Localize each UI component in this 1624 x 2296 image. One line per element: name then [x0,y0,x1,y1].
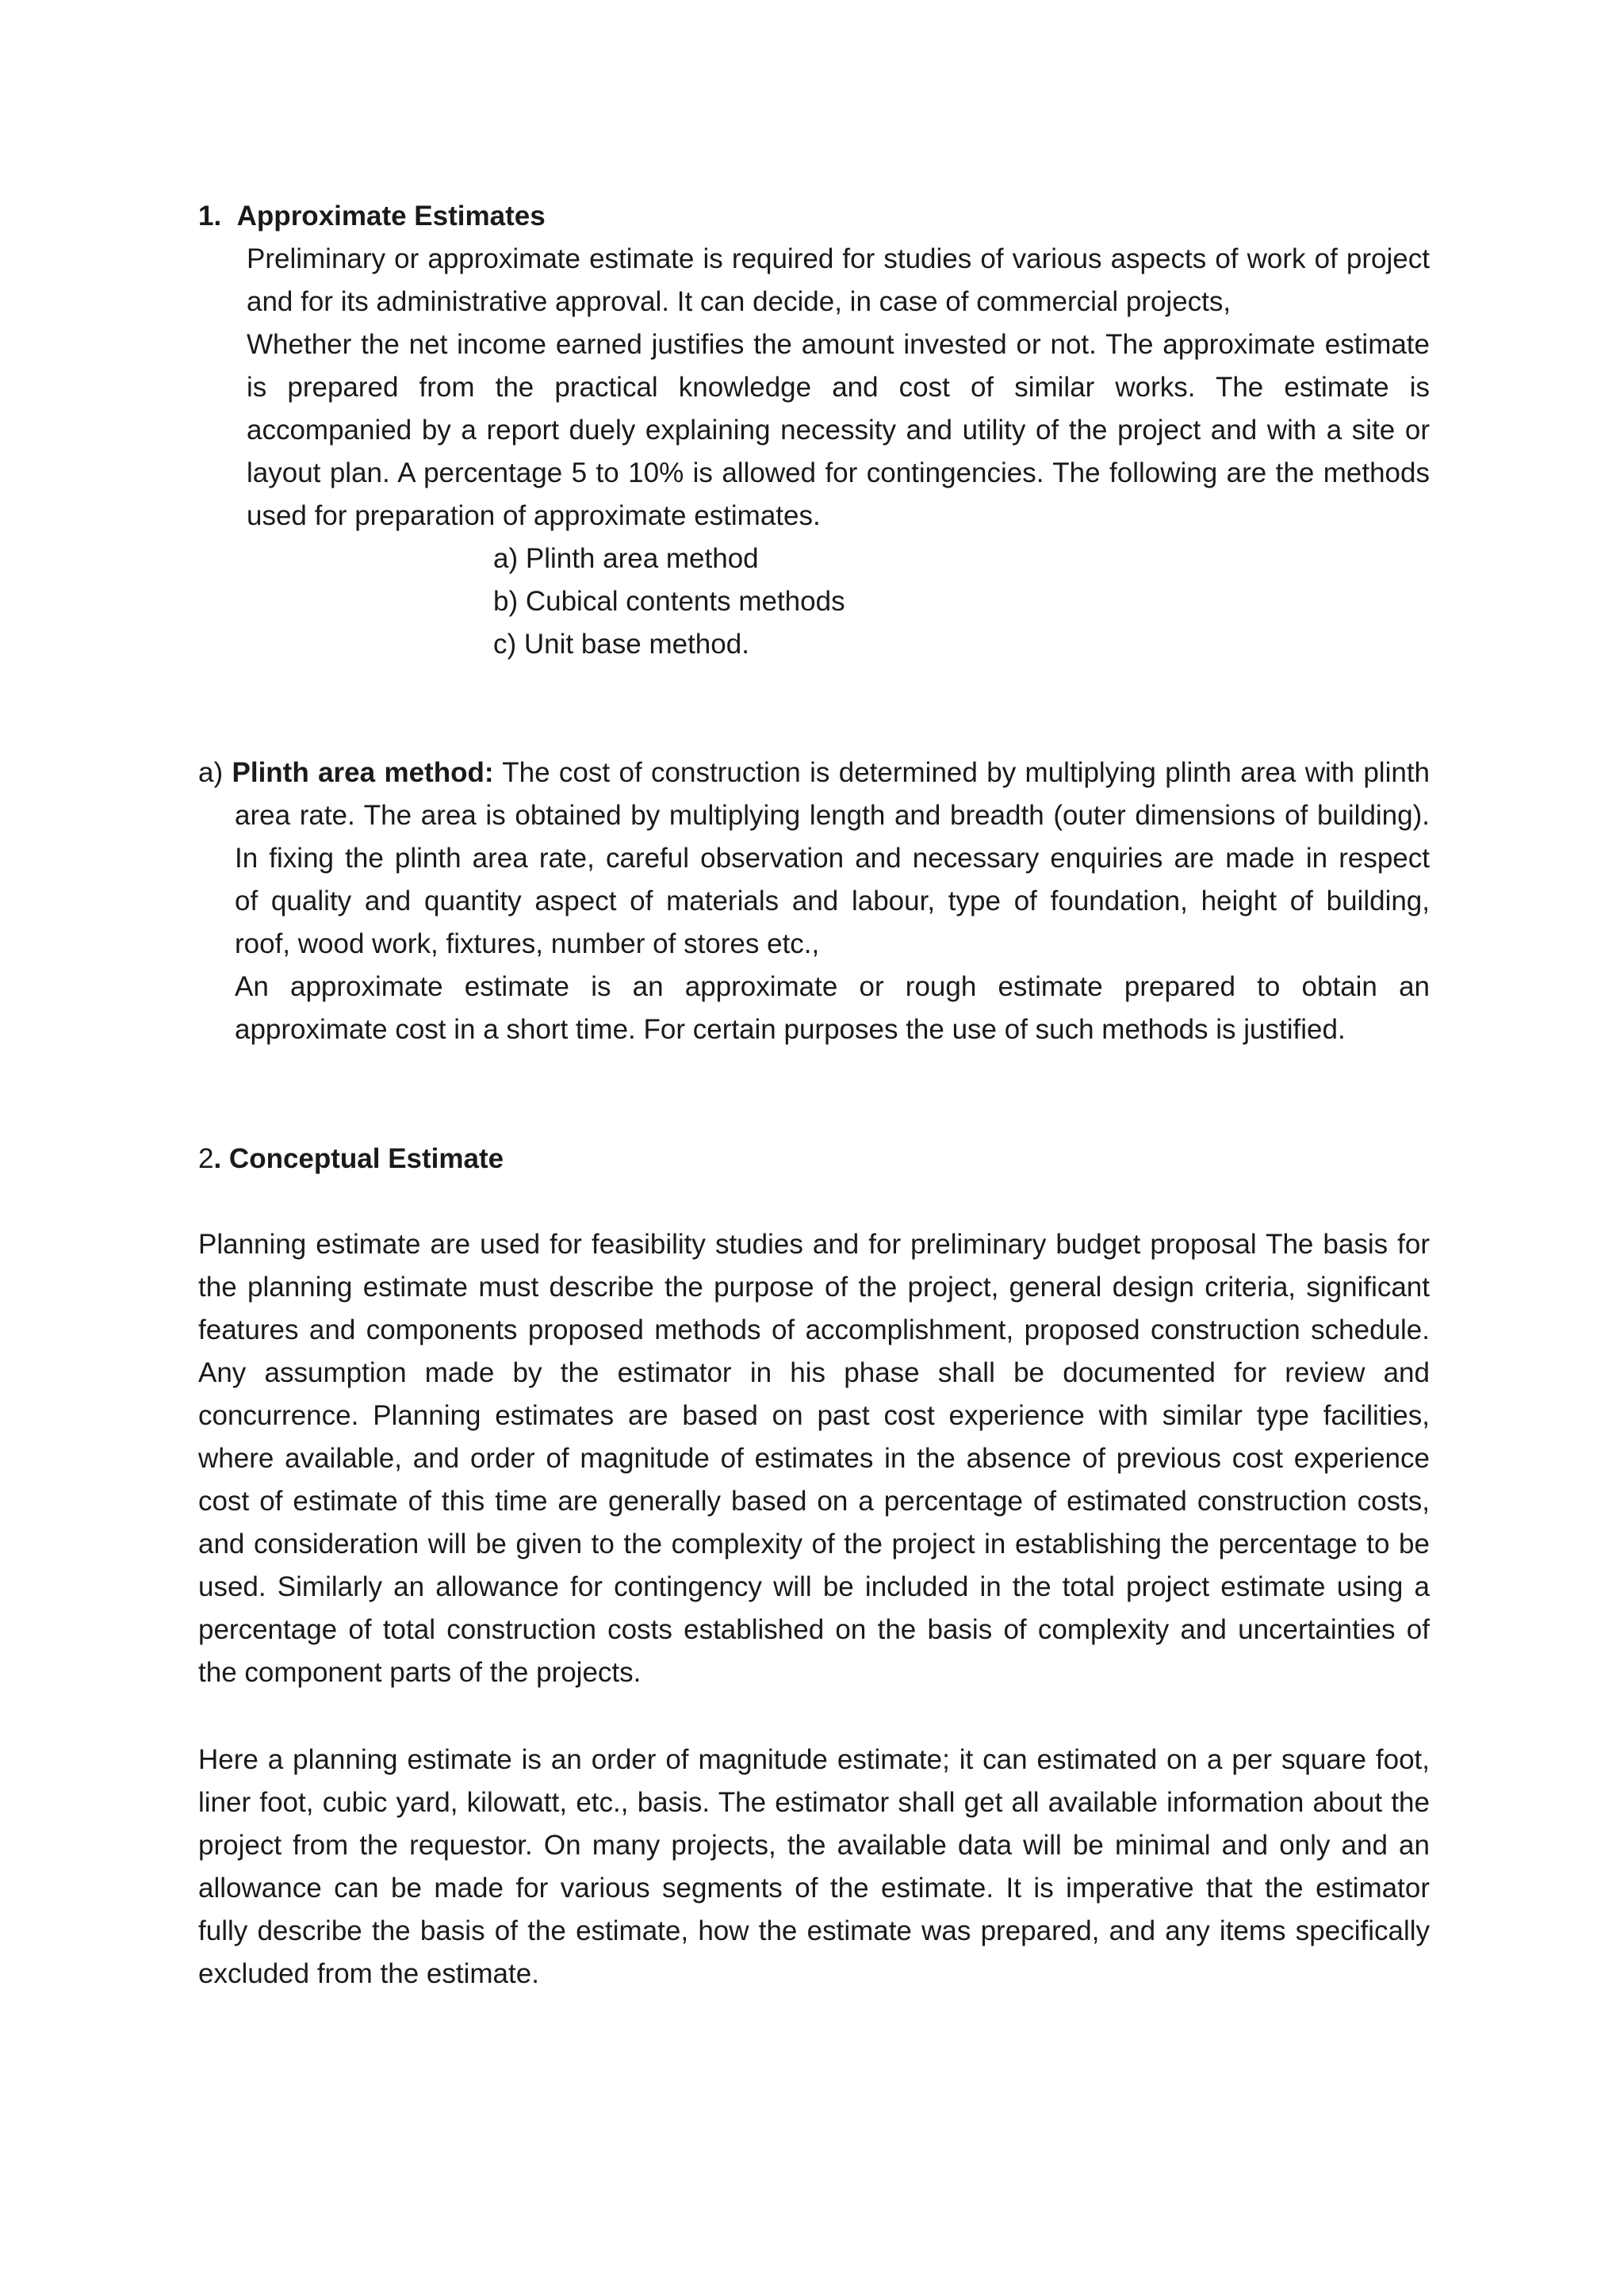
paragraph-line: the planning estimate must describe the purpose of the project, general design criteria, significant [198,1272,1430,1303]
conceptual-estimate-paragraph-2 [198,1739,1430,1996]
plinth-area-prefix: a) [198,757,224,788]
section-2-heading [198,1138,833,1181]
plinth-area-title: Plinth area method: [232,757,494,788]
paragraph-line: project from the requestor. On many projects, the available data will be minimal and only and an [198,1830,1430,1861]
paragraph-line: area rate. The area is obtained by multiplying length and breadth (outer dimensions of building). [235,800,1430,831]
paragraph-line: excluded from the estimate. [198,1958,539,1989]
paragraph-line: the component parts of the projects. [198,1657,642,1688]
paragraph-line: Any assumption made by the estimator in his phase shall be documented for review and [198,1357,1430,1388]
plinth-area-first-line-text: The cost of construction is determined by multiplying plinth area with plinth [502,757,1430,788]
section-2-number: 2 [198,1143,214,1174]
method-item-unit-base: c) Unit base method. [493,629,749,660]
paragraph-line: Planning estimate are used for feasibility studies and for preliminary budget proposal The basis for [198,1229,1430,1260]
paragraph-line: roof, wood work, fixtures, number of stores etc., [235,928,820,959]
paragraph-line: approximate cost in a short time. For certain purposes the use of such methods is justified. [235,1014,1346,1045]
paragraph-line: features and components proposed methods of accomplishment, proposed construction schedule. [198,1314,1430,1345]
paragraph-line: used for preparation of approximate estimates. [247,500,821,531]
paragraph-line: Preliminary or approximate estimate is required for studies of various aspects of work of project [247,243,1430,274]
plinth-area-section-first-line [198,752,1430,794]
method-item-plinth-area: a) Plinth area method [493,543,759,574]
section-1-heading [198,195,833,238]
section-1-title: Approximate Estimates [236,201,546,232]
method-item-cubical-contents: b) Cubical contents methods [493,586,845,617]
paragraph-line: In fixing the plinth area rate, careful observation and necessary enquiries are made in respect [235,843,1430,874]
paragraph-line: accompanied by a report duely explaining necessity and utility of the project and with a site or [247,415,1430,446]
paragraph-line: concurrence. Planning estimates are based on past cost experience with similar type facilities, [198,1400,1430,1431]
paragraph-line: liner foot, cubic yard, kilowatt, etc., basis. The estimator shall get all available information about the [198,1787,1430,1818]
section-2-title: . Conceptual Estimate [213,1143,504,1174]
plinth-area-paragraph [235,794,1430,1051]
paragraph-line: used. Similarly an allowance for contingency will be included in the total project estimate using a [198,1571,1430,1602]
paragraph-line: of quality and quantity aspect of materials and labour, type of foundation, height of building, [235,886,1430,916]
paragraph-line: An approximate estimate is an approximate or rough estimate prepared to obtain an [235,971,1430,1002]
paragraph-line: cost of estimate of this time are generally based on a percentage of estimated construction costs, [198,1486,1430,1517]
paragraph-line: layout plan. A percentage 5 to 10% is allowed for contingencies. The following are the methods [247,457,1430,488]
paragraph-line: and for its administrative approval. It can decide, in case of commercial projects, [247,286,1231,317]
paragraph-line: is prepared from the practical knowledge and cost of similar works. The estimate is [247,372,1430,403]
section-1-number: 1. [198,201,222,232]
section-1-paragraph [247,238,1430,538]
paragraph-line: Whether the net income earned justifies the amount invested or not. The approximate estimate [247,329,1430,360]
methods-list [493,538,1128,666]
paragraph-line: where available, and order of magnitude of estimates in the absence of previous cost experience [198,1443,1430,1474]
paragraph-line: allowance can be made for various segments of the estimate. It is imperative that the estimator [198,1873,1430,1904]
paragraph-line: and consideration will be given to the complexity of the project in establishing the percentage to be [198,1529,1430,1559]
conceptual-estimate-paragraph-1 [198,1223,1430,1694]
paragraph-line: Here a planning estimate is an order of magnitude estimate; it can estimated on a per square foot, [198,1744,1430,1775]
paragraph-line: percentage of total construction costs established on the basis of complexity and uncertainties of [198,1614,1430,1645]
paragraph-line: fully describe the basis of the estimate, how the estimate was prepared, and any items specifically [198,1915,1430,1946]
